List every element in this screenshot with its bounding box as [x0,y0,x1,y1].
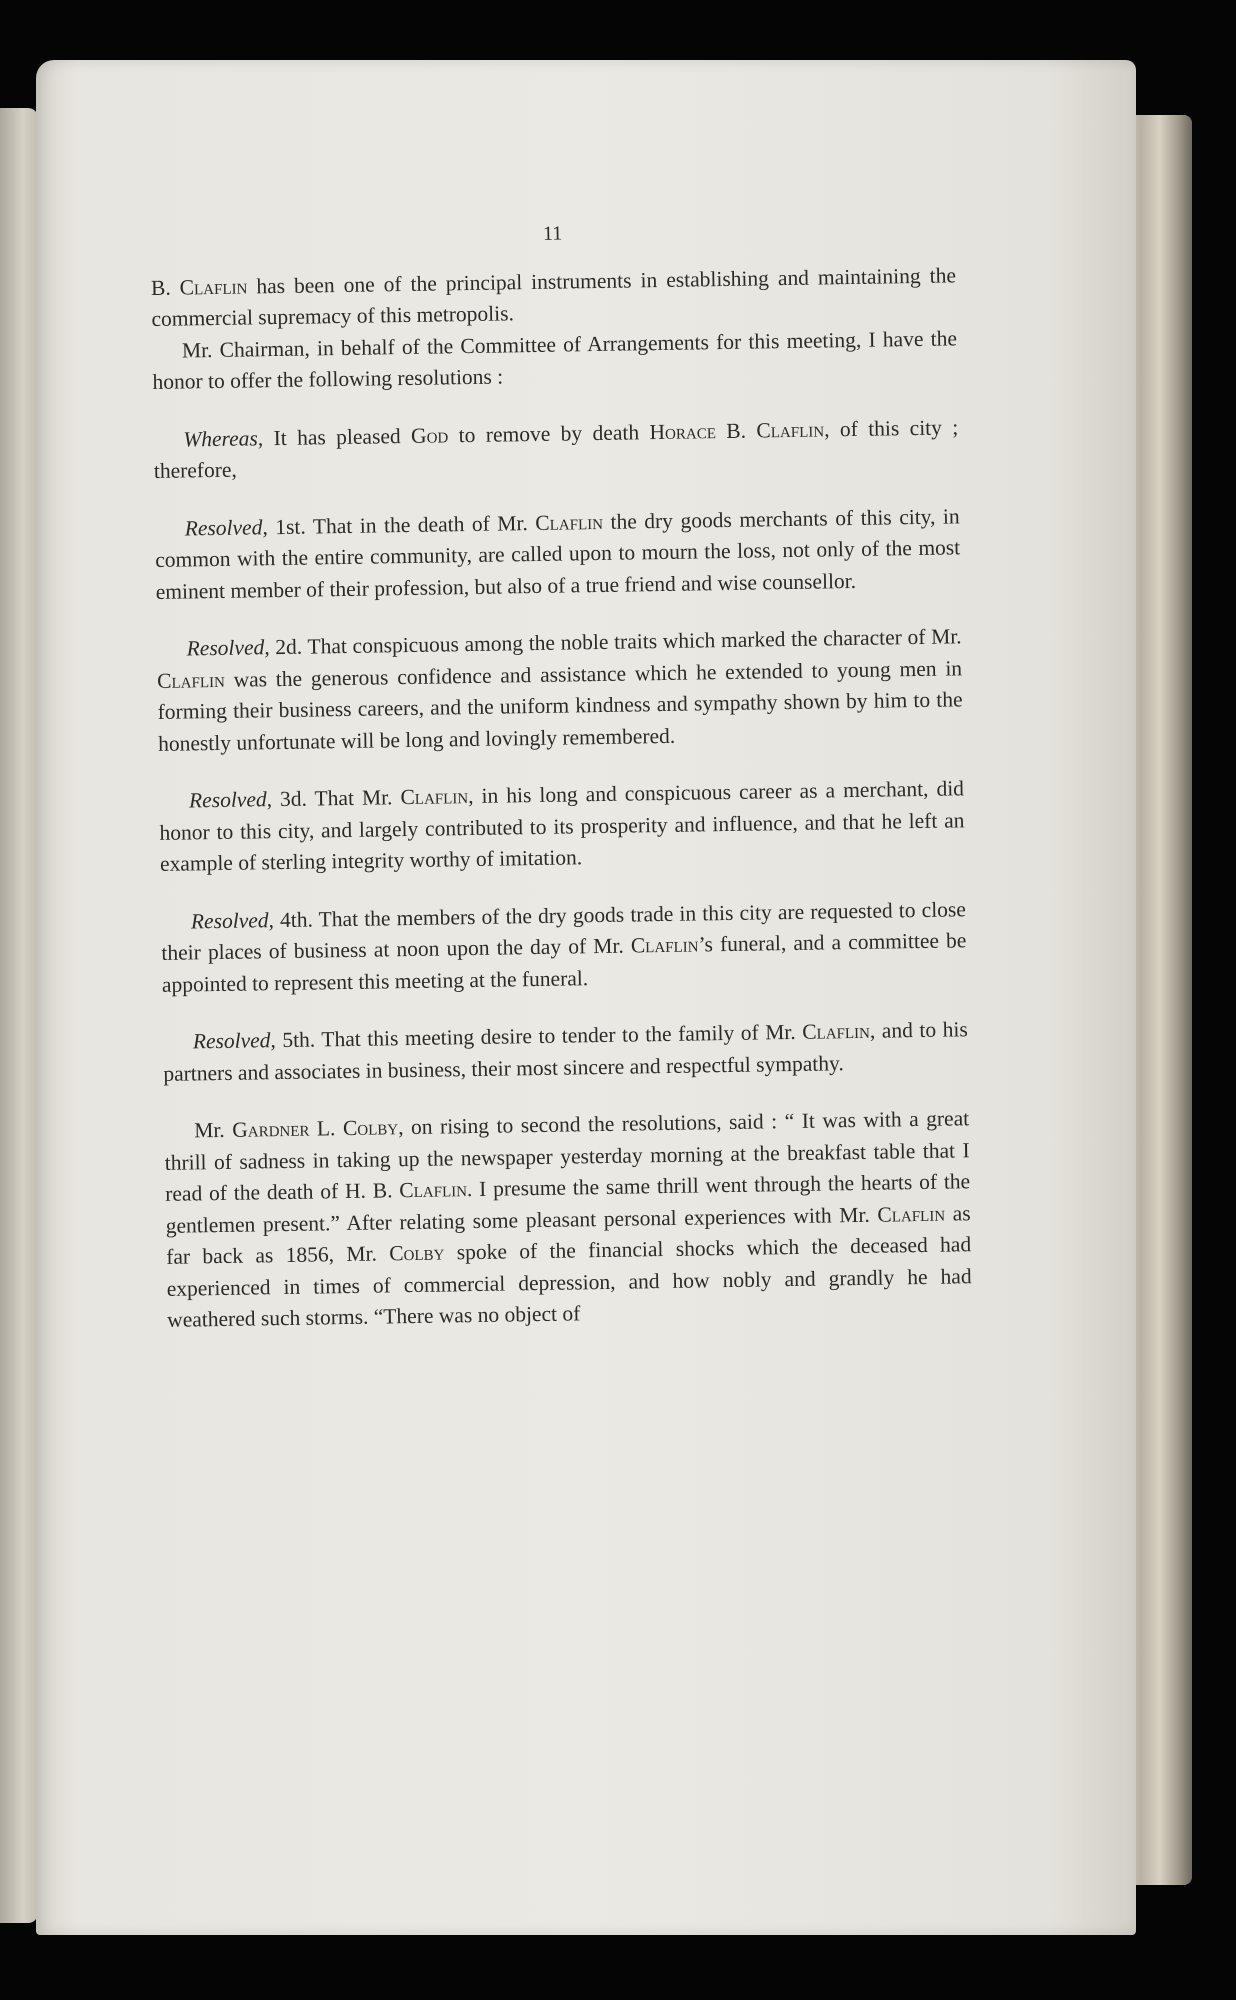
page-number: 11 [542,222,563,245]
resolution-5: Resolved, 5th. That this meeting desire to tender to the family of Mr. Claflin, and to his partners and associates in business, their most sincere and respectful sympathy. [163,1017,968,1086]
resolution-3: Resolved, 3d. That Mr. Claflin, in his long and conspicuous career as a merchant, did honor to this city, and largely contributed to its prosperity and influence, and that he left an example of sterling integrity worthy of imitation. [159,776,965,876]
name-claflin: B. Claflin [150,273,248,300]
continuation-paragraph: B. Claflin has been one of the principal instruments in establishing and maintaining the commercial supremacy of this metropolis. [150,262,957,331]
resolution-1: Resolved, 1st. That in the death of Mr. Claflin the dry goods merchants of this city, in common with the entire community, are called upon to mourn the loss, not only of the most eminent member of their profession, but also of a true friend and wise counsellor. [155,503,961,604]
resolution-2: Resolved, 2d. That conspicuous among the noble traits which marked the character of Mr. Claflin was the generous confidence and assistance which he extended to young men in forming their business careers, and the uniform kindness and sympathy shown by him to the honestly unfortunate will be long and lovingly remembered. [156,624,963,756]
resolution-4: Resolved, 4th. That the members of the dry goods trade in this city are requested to close their places of business at noon upon the day of Mr. Claflin’s funeral, and a committee be appointed to represent this meeting at the funeral. [161,896,967,997]
colby-paragraph: Mr. Gardner L. Colby, on rising to second the resolutions, said : “ It was with a great thrill of sadness in taking up the newspaper yesterday morning at the breakfast table that I read of the death of H. B. Claflin. I presume the same thrill went through the hearts of the gentlemen present.” After relating some pleasant personal experiences with Mr. Claflin as far back as 1856, Mr. Colby spoke of the financial shocks which the deceased had experienced in times of commercial depression, and how nobly and grandly he had weathered such storms. “There was no object of [164,1106,972,1332]
facing-page-edge [0,108,38,1923]
page-text [150,212,972,1336]
chairman-paragraph: Mr. Chairman, in behalf of the Committee of Arrangements for this meeting, I have the honor to offer the following resolutions : [152,325,958,394]
whereas-paragraph: Whereas, It has pleased God to remove by death Horace B. Claflin, of this city ; therefore, [153,414,959,483]
